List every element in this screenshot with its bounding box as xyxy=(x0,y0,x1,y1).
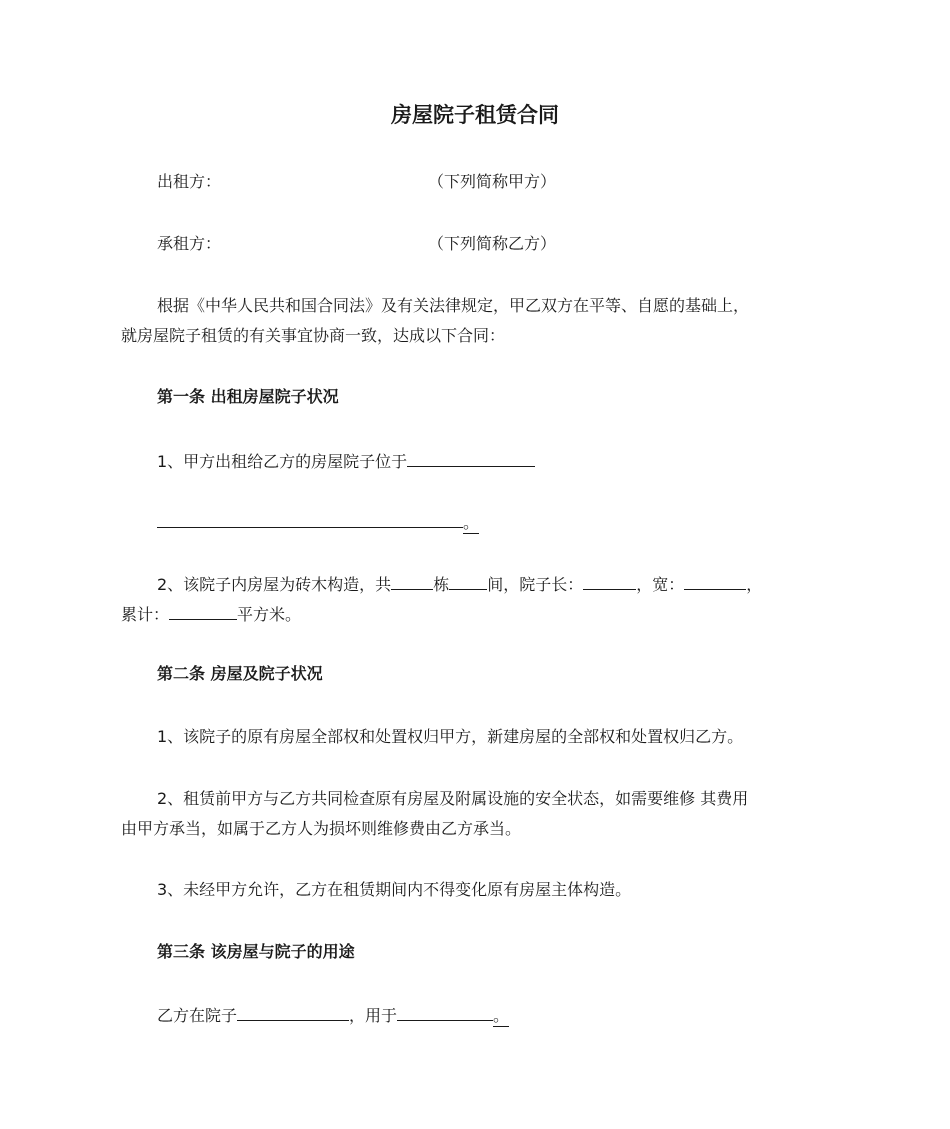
article-3-text-b: ，用于 xyxy=(349,1006,398,1025)
lessee-label: 承租方： xyxy=(157,234,222,253)
article-1-item-1-text: 1、甲方出租给乙方的房屋院子位于 xyxy=(157,452,408,471)
item-2-text-e: ， xyxy=(746,575,763,594)
article-2-item-2-line-1: 2、租赁前甲方与乙方共同检查原有房屋及附属设施的安全状态，如需要维修 其费用 xyxy=(157,789,749,808)
article-2-item-1: 1、该院子的原有房屋全部权和处置权归甲方，新建房屋的全部权和处置权归乙方。 xyxy=(157,727,744,746)
purpose-blank xyxy=(397,1004,493,1021)
article-2-heading: 第二条 房屋及院子状况 xyxy=(157,664,323,683)
article-1-item-1-end: 。 xyxy=(463,513,480,532)
item-2-text-g: 平方米。 xyxy=(237,605,302,624)
article-1-heading: 第一条 出租房屋院子状况 xyxy=(157,387,339,406)
lessor-label: 出租方： xyxy=(157,172,222,191)
preamble-line-2: 就房屋院子租赁的有关事宜协商一致，达成以下合同： xyxy=(121,326,506,345)
article-1-item-1 xyxy=(157,450,535,472)
article-3-text-a: 乙方在院子 xyxy=(157,1006,238,1025)
buildings-blank xyxy=(391,573,433,590)
article-3-heading: 第三条 该房屋与院子的用途 xyxy=(157,942,355,961)
item-2-text-c: 间，院子长： xyxy=(487,575,584,594)
lessor-alias: （下列简称甲方） xyxy=(428,172,557,191)
item-2-text-d: ，宽： xyxy=(636,575,685,594)
item-2-text-a: 2、该院子内房屋为砖木构造，共 xyxy=(157,575,392,594)
article-2-item-3: 3、未经甲方允许，乙方在租赁期间内不得变化原有房屋主体构造。 xyxy=(157,880,632,899)
area-blank xyxy=(169,603,237,620)
yard-blank xyxy=(237,1004,349,1021)
article-1-item-1-continued xyxy=(157,511,479,534)
article-2-item-2-line-2: 由甲方承当，如属于乙方人为损坏则维修费由乙方承当。 xyxy=(121,819,522,838)
location-blank-2 xyxy=(157,511,463,528)
lessee-alias: （下列简称乙方） xyxy=(428,234,557,253)
item-2-text-f: 累计： xyxy=(121,605,170,624)
article-1-item-2-continued xyxy=(121,603,301,625)
article-1-item-2 xyxy=(157,573,762,595)
article-3-text-end: 。 xyxy=(493,1006,510,1025)
item-2-text-b: 栋 xyxy=(433,575,450,594)
preamble-line-1: 根据《中华人民共和国合同法》及有关法律规定，甲乙双方在平等、自愿的基础上， xyxy=(157,296,750,315)
rooms-blank xyxy=(449,573,487,590)
length-blank xyxy=(583,573,636,590)
width-blank xyxy=(684,573,746,590)
document-title: 房屋院子租赁合同 xyxy=(391,103,559,127)
location-blank xyxy=(407,450,535,467)
article-3-text xyxy=(157,1004,509,1027)
